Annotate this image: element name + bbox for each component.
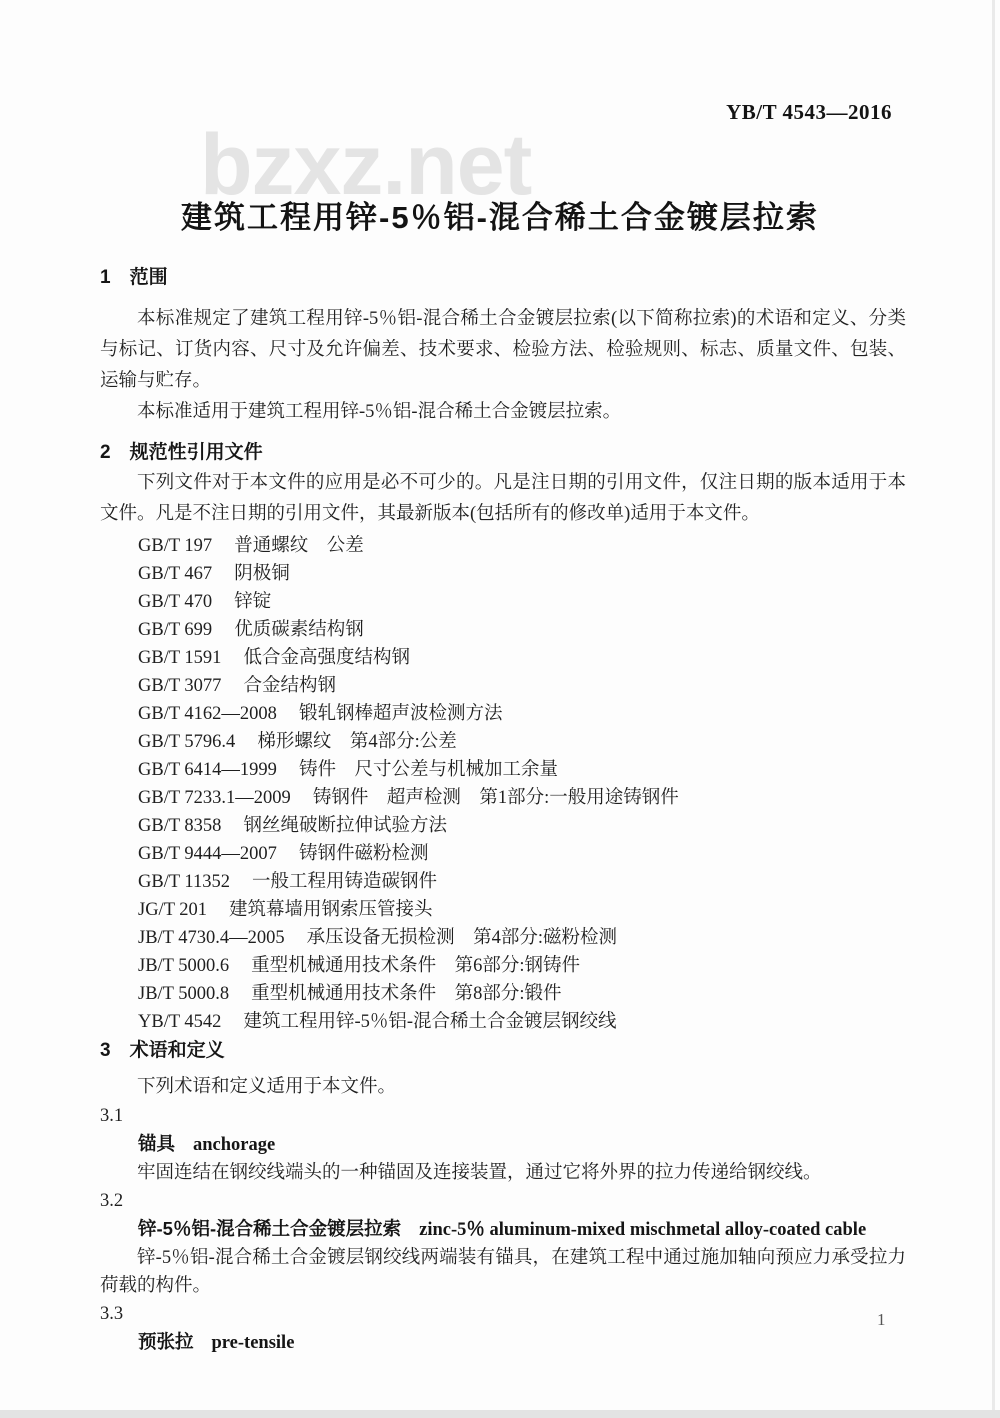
watermark: bzxz.net — [200, 117, 532, 213]
term-number: 3.3 — [100, 1304, 124, 1324]
reference-title: 建筑幕墙用钢索压管接头 — [229, 900, 433, 920]
reference-code: JG/T 201 — [138, 900, 208, 920]
reference-code: GB/T 5796.4 — [138, 732, 236, 752]
reference-list — [100, 532, 906, 1036]
reference-title: 低合金高强度结构钢 — [243, 648, 410, 668]
reference-code: GB/T 6414—1999 — [138, 760, 277, 780]
reference-code: GB/T 699 — [138, 620, 213, 640]
section-2-heading: 2 规范性引用文件 — [100, 442, 263, 463]
term-definition: 锌-5％铝-混合稀土合金镀层钢绞线两端装有锚具，在建筑工程中通过施加轴向预应力承受拉力荷载的构件。 — [100, 1248, 906, 1296]
reference-item — [138, 868, 906, 896]
reference-code: JB/T 5000.6 — [138, 956, 230, 976]
section-3-intro: 下列术语和定义适用于本文件。 — [137, 1077, 397, 1097]
reference-code: GB/T 4162—2008 — [138, 704, 277, 724]
reference-code: GB/T 7233.1—2009 — [138, 788, 291, 808]
section-1-paragraph-1: 本标准规定了建筑工程用锌-5％铝-混合稀土合金镀层拉索(以下简称拉索)的术语和定义、分类与标记、订货内容、尺寸及允许偏差、技术要求、检验方法、检验规则、标志、质量文件、包装、运输与贮存。 — [100, 309, 906, 391]
reference-code: GB/T 470 — [138, 592, 213, 612]
reference-item — [138, 700, 906, 728]
term-english: pre-tensile — [211, 1333, 295, 1353]
reference-code: JB/T 4730.4—2005 — [138, 928, 285, 948]
scan-edge-line — [992, 0, 995, 1410]
document-title: 建筑工程用锌-5％铝-混合稀土合金镀层拉索 — [181, 200, 819, 235]
reference-title: 铸钢件磁粉检测 — [298, 844, 429, 864]
reference-title: 重型机械通用技术条件 第6部分:钢铸件 — [251, 956, 581, 976]
section-1-heading: 1 范围 — [100, 267, 168, 288]
reference-title: 一般工程用铸造碳钢件 — [252, 872, 438, 892]
term-number: 3.1 — [100, 1106, 124, 1126]
term-name — [100, 1130, 906, 1159]
reference-title: 合金结构钢 — [243, 676, 336, 696]
reference-title: 锌锭 — [234, 592, 272, 612]
section-1-paragraph-2: 本标准适用于建筑工程用锌-5％铝-混合稀土合金镀层拉索。 — [137, 402, 622, 422]
reference-title: 优质碳素结构钢 — [234, 620, 364, 640]
reference-code: GB/T 3077 — [138, 676, 222, 696]
reference-item — [138, 952, 906, 980]
reference-code: GB/T 197 — [138, 536, 213, 556]
terms-list — [100, 1102, 906, 1357]
reference-item — [138, 756, 906, 784]
reference-code: JB/T 5000.8 — [138, 984, 230, 1004]
term-definition: 牢固连结在钢绞线端头的一种锚固及连接装置，通过它将外界的拉力传递给钢绞线。 — [137, 1163, 822, 1183]
reference-code: YB/T 4542 — [138, 1012, 222, 1032]
term-chinese: 锌-5％铝-混合稀土合金镀层拉索 — [138, 1218, 402, 1239]
term-number: 3.2 — [100, 1191, 124, 1211]
reference-title: 锻轧钢棒超声波检测方法 — [298, 704, 503, 724]
reference-item — [138, 532, 906, 560]
scan-bottom-strip — [0, 1410, 1000, 1418]
reference-item — [138, 1008, 906, 1036]
reference-title: 阴极铜 — [234, 564, 290, 584]
reference-title: 铸钢件 超声检测 第1部分:一般用途铸钢件 — [312, 788, 679, 808]
reference-item — [138, 924, 906, 952]
term-chinese: 预张拉 — [138, 1331, 194, 1352]
reference-code: GB/T 467 — [138, 564, 213, 584]
term-chinese: 锚具 — [138, 1133, 176, 1154]
reference-item — [138, 980, 906, 1008]
reference-item — [138, 896, 906, 924]
reference-code: GB/T 8358 — [138, 816, 222, 836]
term-english: anchorage — [193, 1135, 276, 1155]
reference-item — [138, 644, 906, 672]
reference-title: 梯形螺纹 第4部分:公差 — [257, 732, 457, 752]
section-2-intro: 下列文件对于本文件的应用是必不可少的。凡是注日期的引用文件，仅注日期的版本适用于本文件。凡是不注日期的引用文件，其最新版本(包括所有的修改单)适用于本文件。 — [100, 473, 906, 524]
reference-title: 钢丝绳破断拉伸试验方法 — [243, 816, 447, 836]
reference-item — [138, 616, 906, 644]
reference-title: 铸件 尺寸公差与机械加工余量 — [298, 760, 558, 780]
reference-title: 建筑工程用锌-5％铝-混合稀土合金镀层钢绞线 — [243, 1012, 617, 1032]
reference-item — [138, 728, 906, 756]
reference-title: 重型机械通用技术条件 第8部分:锻件 — [251, 984, 562, 1004]
standard-number: YB/T 4543—2016 — [726, 100, 892, 124]
term-name — [100, 1328, 906, 1357]
section-3-heading: 3 术语和定义 — [100, 1040, 225, 1061]
reference-title: 承压设备无损检测 第4部分:磁粉检测 — [306, 928, 618, 948]
reference-code: GB/T 9444—2007 — [138, 844, 277, 864]
reference-item — [138, 672, 906, 700]
term-name — [100, 1215, 906, 1244]
reference-item — [138, 812, 906, 840]
document-body — [100, 263, 906, 1357]
reference-code: GB/T 11352 — [138, 872, 230, 892]
reference-code: GB/T 1591 — [138, 648, 222, 668]
reference-item — [138, 784, 906, 812]
reference-item — [138, 560, 906, 588]
reference-title: 普通螺纹 公差 — [234, 536, 364, 556]
term-english: zinc-5％ aluminum-mixed mischmetal alloy-coated cable — [419, 1220, 867, 1240]
reference-item — [138, 588, 906, 616]
reference-item — [138, 840, 906, 868]
page-number: 1 — [877, 1310, 886, 1329]
